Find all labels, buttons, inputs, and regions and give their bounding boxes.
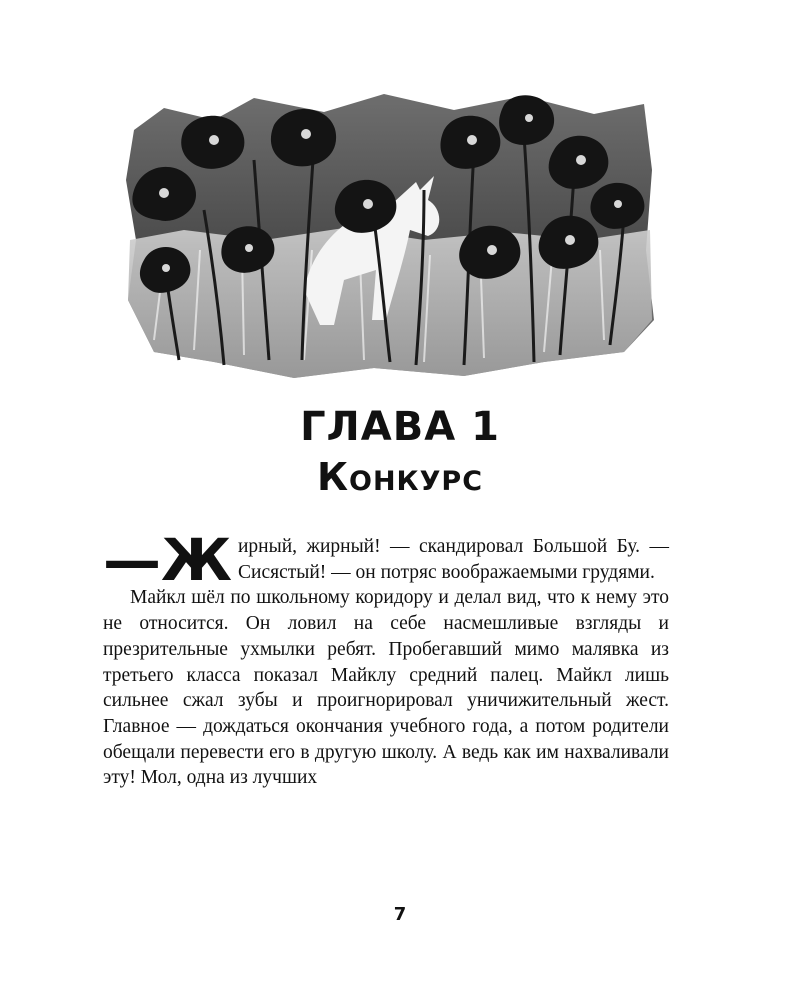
chapter-heading — [0, 402, 800, 502]
chapter-number: ГЛАВА 1 — [300, 404, 500, 450]
page-number: 7 — [393, 904, 407, 925]
paragraph-first-text: ирный, жирный! — скандировал Большой Бу. — Сисястый! — он потряс воображаемыми грудями. — [238, 536, 669, 583]
paragraph-second: Майкл шёл по школьному коридору и делал вид, что к нему это не относится. Он ловил на себе насмешливые взгляды и презрительные ухмылки ребят. Пробегавший мимо малявка из третьего класса показал Майклу средний палец. Майкл лишь сильнее сжал зубы и проигнорировал уничижительный жест. Главное — дождаться окончания учебного года, а потом родители обещали перевести его в другую школу. А ведь как им нахваливали эту! Мол, одна из лучших — [103, 587, 669, 789]
body-text — [103, 526, 669, 791]
chapter-illustration — [124, 90, 654, 380]
chapter-title: Конкурс — [316, 455, 484, 499]
poppies-unicorn-illustration — [124, 90, 654, 380]
drop-cap: —Ж — [103, 526, 232, 594]
paragraph-first — [103, 526, 669, 594]
